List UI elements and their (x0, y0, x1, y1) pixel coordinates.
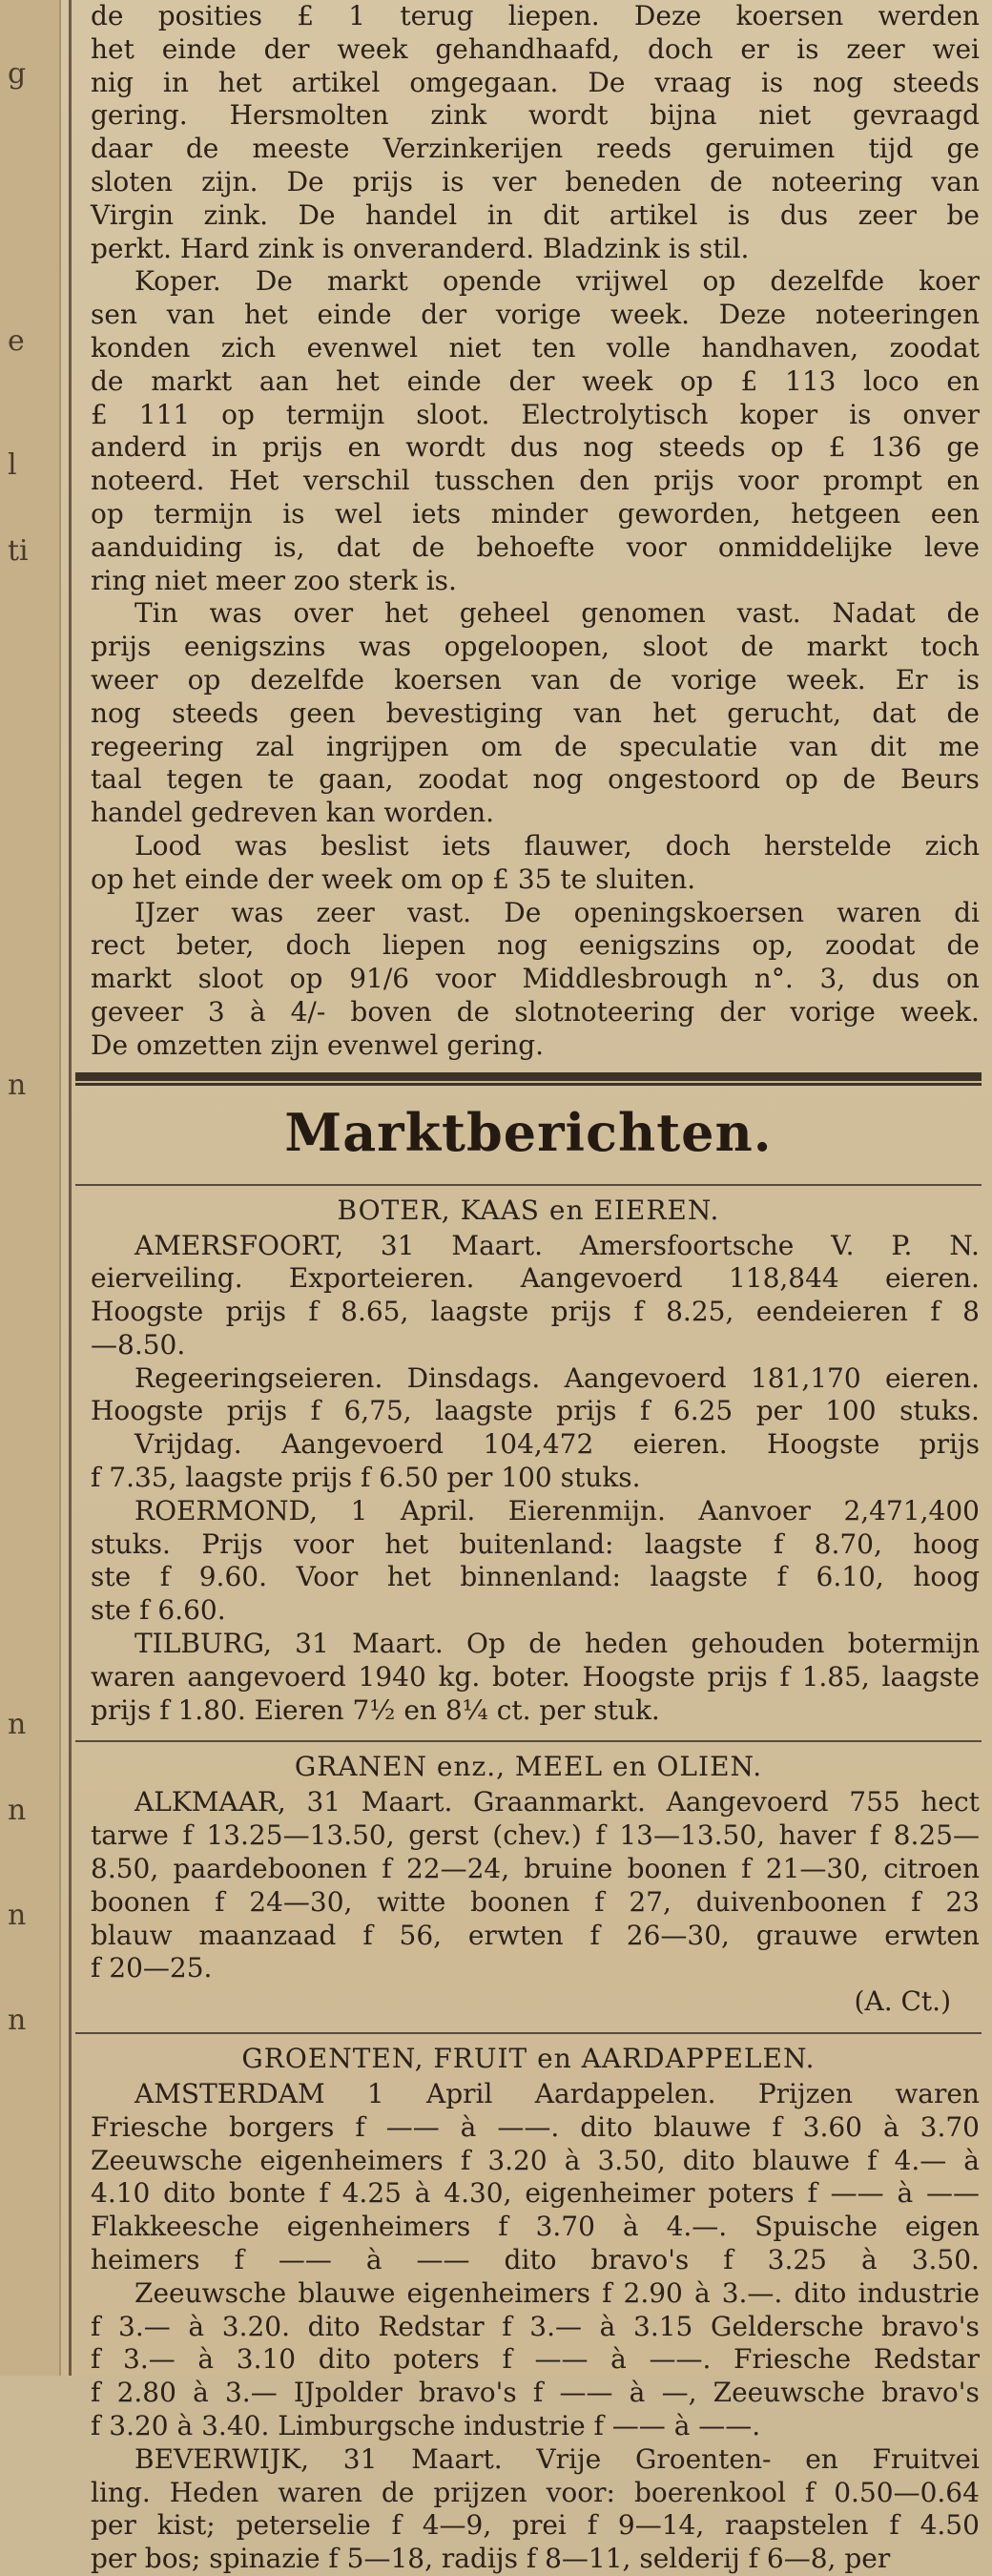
text-line: f 3.20 à 3.40. Limburgsche industrie f —— à ——. (91, 2410, 761, 2441)
text-line: Zeeuwsche eigenheimers f 3.20 à 3.50, dito blauwe f 4.— à (91, 2144, 980, 2176)
margin-mark: l (8, 448, 17, 482)
text-line: stuks. Prijs voor het buitenland: laagste f 8.70, hoog (91, 1527, 980, 1560)
text-line: konden zich evenwel niet ten volle handhaven, zoodat (91, 331, 980, 364)
section-rule (75, 2032, 982, 2034)
source-credit: (A. Ct.) (854, 1985, 951, 2018)
text-line: Zeeuwsche blauwe eigenheimers f 2.90 à 3.—. dito industrie (134, 2276, 980, 2309)
margin-mark: ti (8, 534, 29, 568)
article-text-top (72, 0, 985, 1063)
margin-mark: e (8, 324, 25, 358)
text-line: Hoogste prijs f 6,75, laagste prijs f 6.25 per 100 stuks. (91, 1395, 980, 1427)
text-line: nig in het artikel omgegaan. De vraag is nog steeds (91, 66, 980, 98)
margin-mark: n (8, 1708, 27, 1741)
text-line: heimers f —— à —— dito bravo's f 3.25 à 3.50. (91, 2244, 980, 2276)
section-heading: GRANEN enz., MEEL en OLIEN. (294, 1751, 763, 1783)
text-line: IJzer was zeer vast. De openingskoersen waren di (134, 896, 980, 928)
text-line: ste f 9.60. Voor het binnenland: laagste f 6.10, hoog (91, 1561, 980, 1593)
text-line: 8.50, paardeboonen f 22—24, bruine boonen f 21—30, citroen (91, 1853, 980, 1885)
section-heading: BOTER, KAAS en EIEREN. (337, 1194, 720, 1226)
text-line: de posities £ 1 terug liepen. Deze koersen werden (91, 0, 980, 31)
text-line: Hoogste prijs f 8.65, laagste prijs f 8.25, eendeieren f 8 (91, 1296, 980, 1328)
text-line: noteerd. Het verschil tusschen den prijs voor prompt en (91, 465, 980, 497)
section-body (72, 1786, 985, 2019)
text-line: Virgin zink. De handel in dit artikel is dus zeer be (91, 198, 980, 231)
text-line: Koper. De markt opende vrijwel op dezelfde koer (134, 265, 980, 298)
margin-mark: n (8, 1794, 27, 1827)
text-line: prijs f 1.80. Eieren 7½ en 8¼ ct. per stuk. (91, 1693, 660, 1726)
text-line: f 7.35, laagste prijs f 6.50 per 100 stuks. (91, 1462, 641, 1494)
text-line: ling. Heden waren de prijzen voor: boerenkool f 0.50—0.64 (91, 2476, 980, 2508)
text-line: per kist; peterselie f 4—9, prei f 9—14, raapstelen f 4.50 (91, 2509, 980, 2542)
text-line: Flakkeesche eigenheimers f 3.70 à 4.—. Spuische eigen (91, 2211, 980, 2243)
page-title: Marktberichten. (284, 1101, 773, 1163)
text-line: TILBURG, 31 Maart. Op de heden gehouden botermijn (134, 1628, 980, 1660)
text-line: taal tegen te gaan, zoodat nog ongestoord op de Beurs (91, 763, 980, 796)
text-line: perkt. Hard zink is onveranderd. Bladzink is stil. (91, 232, 750, 264)
text-line: prijs eenigszins was opgeloopen, sloot de markt toch (91, 631, 980, 663)
text-line: rect beter, doch liepen nog eenigszins op, zoodat de (91, 929, 980, 962)
text-line: markt sloot op 91/6 voor Middlesbrough n°. 3, dus on (91, 963, 980, 995)
text-line: ste f 6.60. (91, 1594, 226, 1627)
section-body (72, 2078, 985, 2576)
text-line: boonen f 24—30, witte boonen f 27, duivenboonen f 23 (91, 1885, 980, 1918)
adjacent-column-margin (0, 0, 61, 2376)
text-line: nog steeds geen bevestiging van het gerucht, dat de (91, 696, 980, 729)
article-column (69, 0, 985, 2575)
section-heading: GROENTEN, FRUIT en AARDAPPELEN. (241, 2043, 816, 2075)
text-line: weer op dezelfde koersen van de vorige week. Er is (91, 663, 980, 696)
section-rule (75, 1740, 982, 1742)
text-line: sen van het einde der vorige week. Deze noteeringen (91, 299, 980, 331)
section-body (72, 1230, 985, 1728)
margin-mark: g (8, 57, 27, 91)
text-line: ring niet meer zoo sterk is. (91, 564, 457, 596)
text-line: f 3.— à 3.20. dito Redstar f 3.— à 3.15 Geldersche bravo's (91, 2310, 980, 2342)
text-line: 4.10 dito bonte f 4.25 à 4.30, eigenheimer poters f —— à —— (91, 2177, 980, 2210)
text-line: anderd in prijs en wordt dus nog steeds op £ 136 ge (91, 431, 980, 464)
text-line: f 3.— à 3.10 dito poters f —— à ——. Friesche Redstar (91, 2343, 980, 2376)
text-line: AMERSFOORT, 31 Maart. Amersfoortsche V. P. N. (134, 1229, 980, 1261)
text-line: het einde der week gehandhaafd, doch er is zeer wei (91, 32, 980, 65)
margin-mark: n (8, 1899, 27, 1932)
text-line: daar de meeste Verzinkerijen reeds geruimen tijd ge (91, 133, 980, 165)
title-rule (75, 1184, 982, 1186)
text-line: AMSTERDAM 1 April Aardappelen. Prijzen waren (134, 2078, 980, 2110)
text-line: Tin was over het geheel genomen vast. Nadat de (134, 597, 980, 630)
section-divider (75, 1072, 982, 1083)
text-line: gering. Hersmolten zink wordt bijna niet gevraagd (91, 99, 980, 132)
text-line: Vrijdag. Aangevoerd 104,472 eieren. Hoogste prijs (134, 1428, 980, 1461)
text-line: ALKMAAR, 31 Maart. Graanmarkt. Aangevoerd 755 hect (134, 1786, 980, 1818)
text-line: per bos; spinazie f 5—18, radijs f 8—11, selderij f 6—8, per (91, 2543, 891, 2575)
text-line: £ 111 op termijn sloot. Electrolytisch koper is onver (91, 398, 980, 430)
text-line: Lood was beslist iets flauwer, doch herstelde zich (134, 829, 980, 862)
text-line: sloten zijn. De prijs is ver beneden de noteering van (91, 165, 980, 197)
margin-mark: n (8, 1069, 27, 1102)
text-line: op het einde der week om op £ 35 te sluiten. (91, 862, 696, 895)
text-line: handel gedreven kan worden. (91, 797, 495, 829)
text-line: De omzetten zijn evenwel gering. (91, 1028, 545, 1061)
margin-mark: n (8, 2004, 27, 2037)
text-line: tarwe f 13.25—13.50, gerst (chev.) f 13—13.50, haver f 8.25— (91, 1819, 980, 1852)
text-line: BEVERWIJK, 31 Maart. Vrije Groenten- en Fruitvei (134, 2442, 980, 2475)
text-line: Regeeringseieren. Dinsdags. Aangevoerd 181,170 eieren. (134, 1361, 980, 1394)
text-line: waren aangevoerd 1940 kg. boter. Hoogste prijs f 1.85, laagste (91, 1660, 980, 1693)
text-line: ROERMOND, 1 April. Eierenmijn. Aanvoer 2,471,400 (134, 1494, 980, 1527)
text-line: geveer 3 à 4/- boven de slotnoteering der vorige week. (91, 995, 980, 1028)
text-line: f 20—25. (91, 1952, 213, 1984)
text-line: blauw maanzaad f 56, erwten f 26—30, grauwe erwten (91, 1919, 980, 1951)
text-line: regeering zal ingrijpen om de speculatie van dit me (91, 730, 980, 762)
text-line: aanduiding is, dat de behoefte voor onmiddelijke leve (91, 530, 980, 563)
text-line: eierveiling. Exporteieren. Aangevoerd 118,844 eieren. (91, 1262, 980, 1295)
text-line: f 2.80 à 3.— IJpolder bravo's f —— à —, Zeeuwsche bravo's (91, 2377, 980, 2409)
text-line: op termijn is wel iets minder geworden, hetgeen een (91, 497, 980, 530)
text-line: de markt aan het einde der week op £ 113 loco en (91, 364, 980, 397)
text-line: —8.50. (91, 1328, 186, 1361)
text-line: Friesche borgers f —— à ——. dito blauwe f 3.60 à 3.70 (91, 2110, 980, 2143)
